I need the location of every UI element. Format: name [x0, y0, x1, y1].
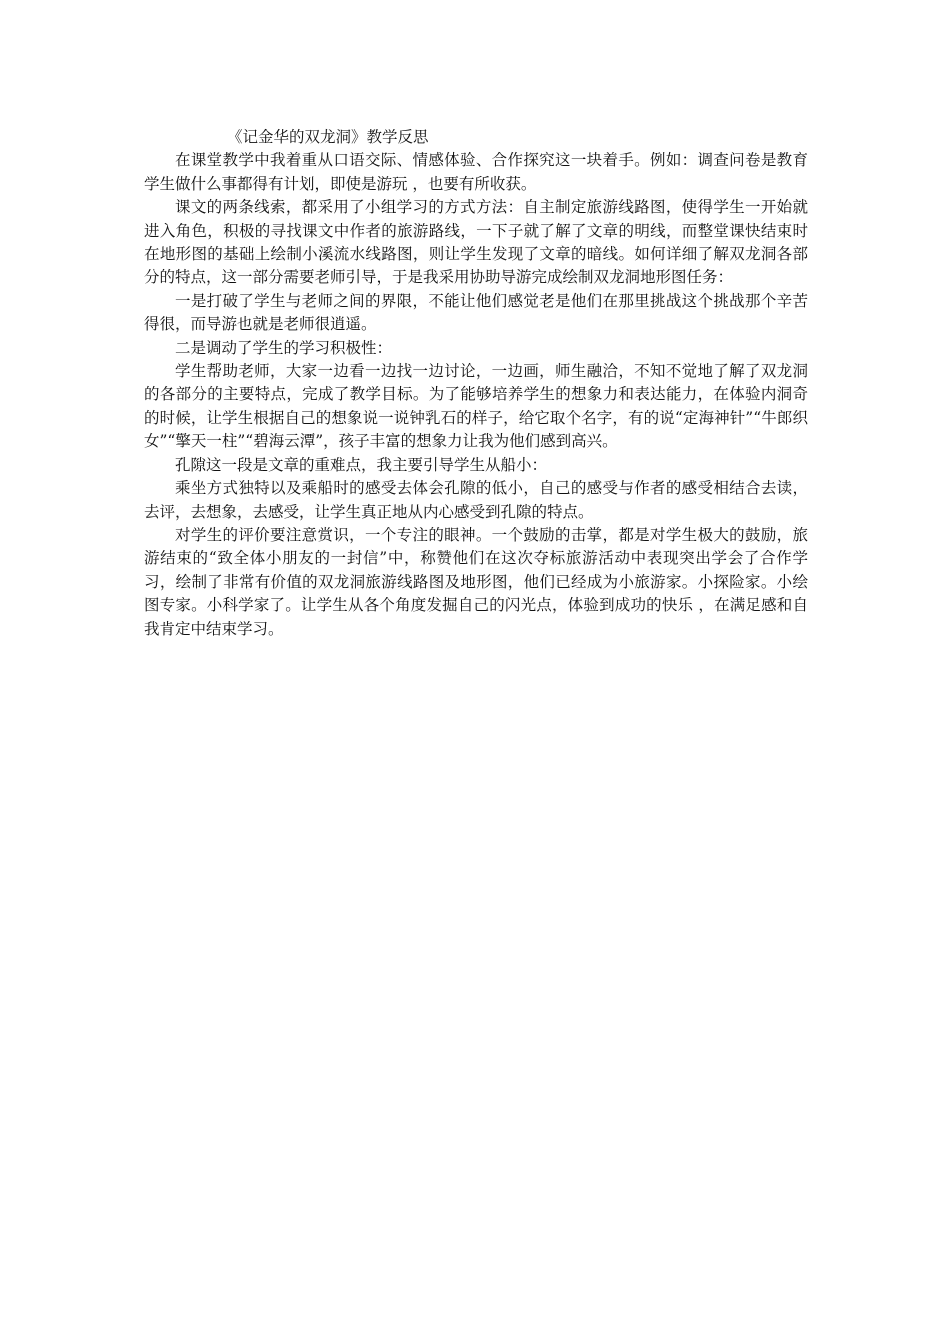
paragraph-7: 乘坐方式独特以及乘船时的感受去体会孔隙的低小，自己的感受与作者的感受相结合去读，去评，去想象，去感受，让学生真正地从内心感受到孔隙的特点。	[144, 479, 808, 521]
paragraph-3: 一是打破了学生与老师之间的界限，不能让他们感觉老是他们在那里挑战这个挑战那个辛苦得很，而导游也就是老师很逍遥。	[144, 291, 808, 334]
document-body	[144, 126, 808, 641]
paragraph-6: 孔隙这一段是文章的重难点，我主要引导学生从船小：	[175, 455, 548, 474]
paragraph-1: 在课堂教学中我着重从口语交际、情感体验、合作探究这一块着手。例如：调查问卷是教育学生做什么事都得有计划，即使是游玩 ，也要有所收获。	[144, 151, 808, 193]
paragraph-2: 课文的两条线索，都采用了小组学习的方式方法：自主制定旅游线路图，使得学生一开始就进入角色，积极的寻找课文中作者的旅游路线，一下子就了解了文章的明线，而整堂课快结束时在地形图的基础上绘制小溪流水线路图，则让学生发现了文章的暗线。如何详细了解双龙洞各部分的特点，这一部分需要老师引导，于是我采用协助导游完成绘制双龙洞地形图任务：	[144, 198, 808, 287]
paragraph-8: 对学生的评价要注意赏识，一个专注的眼神。一个鼓励的击掌，都是对学生极大的鼓励，旅游结束的“致全体小朋友的一封信”中，称赞他们在这次夺标旅游活动中表现突出学会了合作学习，绘制了非常有价值的双龙洞旅游线路图及地形图，他们已经成为小旅游家。小探险家。小绘图专家。小科学家了。让学生从各个角度发掘自己的闪光点，体验到成功的快乐 ，在满足感和自我肯定中结束学习。	[144, 525, 808, 638]
document-title: 《记金华的双龙洞》教学反思	[227, 128, 429, 146]
paragraph-4: 二是调动了学生的学习积极性：	[175, 338, 393, 357]
paragraph-5: 学生帮助老师，大家一边看一边找一边讨论，一边画，师生融洽，不知不觉地了解了双龙洞的各部分的主要特点，完成了教学目标。为了能够培养学生的想象力和表达能力，在体验内洞奇的时候，让学生根据自己的想象说一说钟乳石的样子，给它取个名字，有的说“定海神针”“牛郎织女”“擎天一柱”“碧海云潭”，孩子丰富的想象力让我为他们感到高兴。	[144, 362, 808, 451]
